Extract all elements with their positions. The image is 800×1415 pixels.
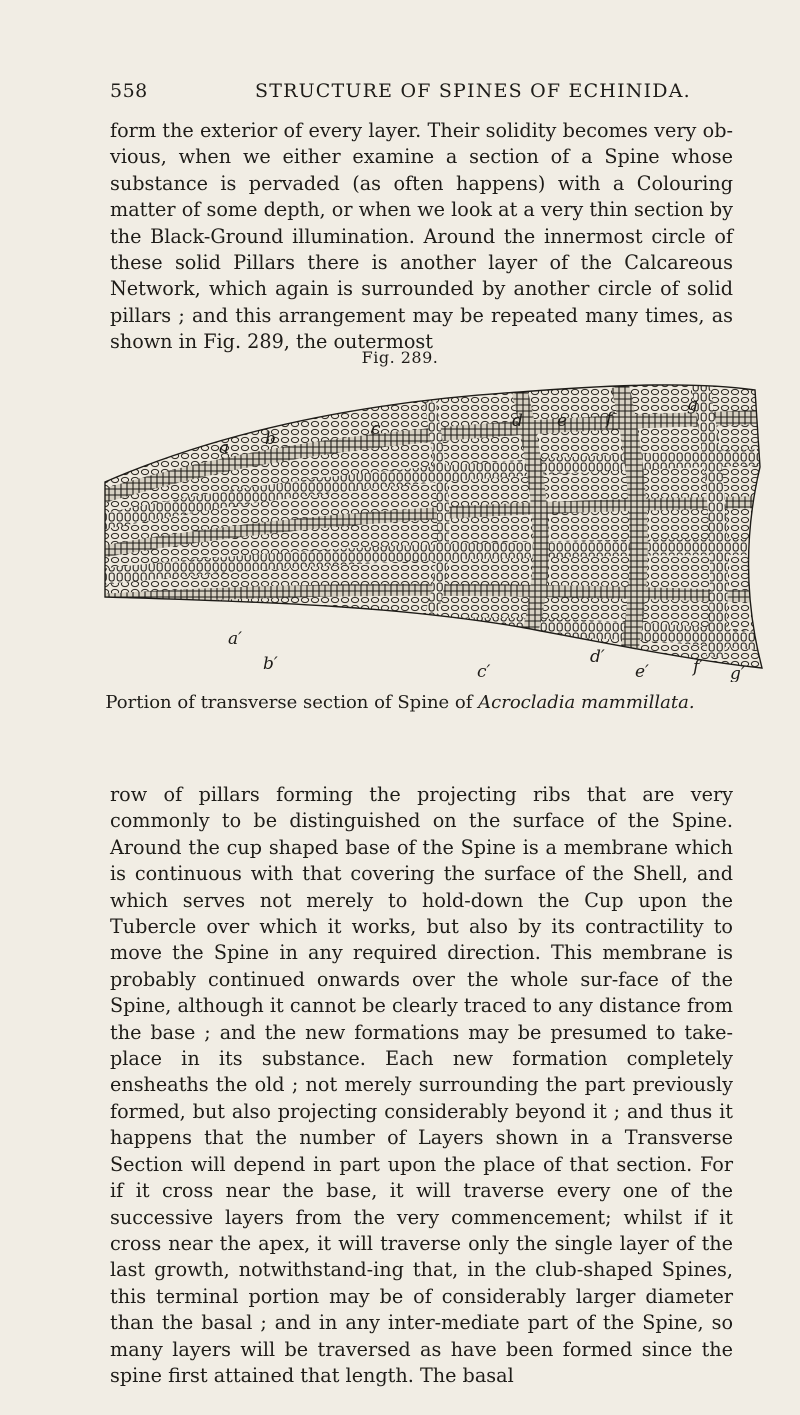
label-g: g bbox=[687, 395, 698, 415]
label-c: c bbox=[371, 419, 381, 439]
page-number: 558 bbox=[110, 80, 148, 102]
caption-species: Acrocladia mammillata. bbox=[478, 692, 695, 713]
paragraph-2: row of pillars forming the projecting ribs that are very commonly to be distinguished on the surface of the Spine. Around the cup shaped base of the Spine is a membrane which is continuous with that covering the surface of the Shell, and which serves not merely to hold-down the Cup upon the Tubercle over which it works, but also by its contractility to move the Spine in any required direction. This membrane is probably continued onwards over the whole sur-face of the Spine, although it cannot be clearly traced to any distance from the base ; and the new formations may be presumed to take-place in its substance. Each new formation completely ensheaths the old ; not merely surrounding the part previously formed, but also projecting considerably beyond it ; and thus it happens that the number of Layers shown in a Transverse Section will depend in part upon the place of that section. For if it cross near the base, it will traverse every one of the successive layers from the very commencement; whilst if it cross near the apex, it will traverse only the single layer of the last growth, notwithstand-ing that, in the club-shaped Spines, this terminal portion may be of considerably larger diameter than the basal ; and in any inter-mediate part of the Spine, so many layers will be traversed as have been formed since the spine first attained that length. The basal bbox=[110, 783, 733, 1387]
running-title: STRUCTURE OF SPINES OF ECHINIDA. bbox=[255, 80, 691, 102]
label-b: b bbox=[265, 429, 276, 449]
paragraph-1: form the exterior of every layer. Their solidity becomes very ob-vious, when we either examine a section of a Spine whose substance is pervaded (as often happens) with a Colouring matter of some depth, or when we look at a very thin section by the Black-Ground illumination. Around the innermost circle of these solid Pillars there is another layer of the Calcareous Network, which again is surrounded by another circle of solid pillars ; and this arrangement may be repeated many times, as shown in Fig. 289, the outermost bbox=[110, 119, 733, 354]
section-wedge bbox=[100, 372, 768, 682]
label-a: a bbox=[219, 438, 230, 458]
running-header bbox=[110, 80, 730, 110]
label-d: d bbox=[512, 411, 523, 431]
label-e-prime: e′ bbox=[635, 662, 649, 682]
label-f-prime: f′ bbox=[693, 657, 704, 677]
caption-prefix: Portion of transverse section of Spine of bbox=[105, 692, 479, 713]
label-f: f bbox=[606, 409, 613, 429]
figure-number: Fig. 289. bbox=[361, 348, 439, 367]
label-e: e bbox=[557, 411, 568, 431]
label-d-prime: d′ bbox=[590, 647, 605, 667]
label-g-prime: g′ bbox=[730, 664, 745, 682]
figure-caption bbox=[0, 692, 800, 713]
figure-spine-section bbox=[100, 372, 768, 682]
spine-section-illustration bbox=[100, 372, 768, 682]
label-c-prime: c′ bbox=[477, 662, 491, 682]
label-b-prime: b′ bbox=[263, 654, 278, 674]
label-a-prime: a′ bbox=[228, 629, 242, 649]
